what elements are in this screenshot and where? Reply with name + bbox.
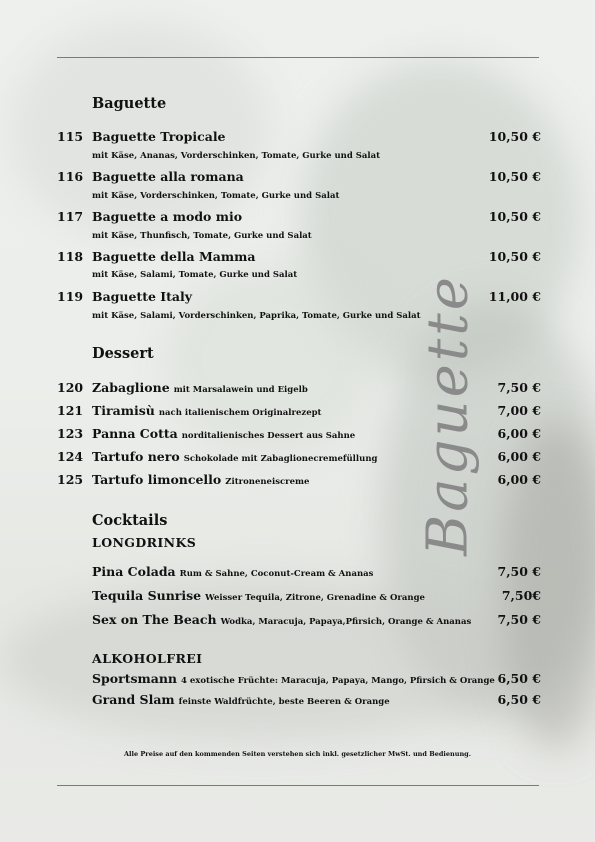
item-number: 125: [57, 472, 84, 487]
item-price: 10,50 €: [488, 249, 541, 264]
menu-item: [57, 289, 541, 307]
item-name: [92, 671, 495, 686]
item-name: [92, 380, 308, 395]
item-description: Weisser Tequila, Zitrone, Grenadine & Orange: [205, 593, 425, 603]
item-description: Schokolade mit Zabaglionecremefüllung: [183, 454, 378, 464]
item-number: 118: [57, 249, 84, 264]
menu-item: [57, 249, 541, 267]
item-price: 7,00 €: [497, 403, 541, 418]
item-name-text: Pina Colada: [92, 564, 176, 579]
menu-item: [57, 612, 541, 630]
item-description: mit Käse, Vorderschinken, Tomate, Gurke und Salat: [92, 191, 340, 201]
top-divider: [57, 57, 539, 58]
price-note: Alle Preise auf den kommenden Seiten verstehen sich inkl. gesetzlicher MwSt. und Bedienung.: [124, 750, 471, 758]
item-price: 10,50 €: [488, 129, 541, 144]
item-name: Baguette alla romana: [92, 169, 244, 184]
item-price: 6,50 €: [497, 692, 541, 707]
item-name: [92, 449, 377, 464]
item-price: 7,50 €: [497, 612, 541, 627]
item-name: Baguette Tropicale: [92, 129, 226, 144]
cocktails-heading: Cocktails: [92, 512, 168, 529]
item-description: Rum & Sahne, Coconut-Cream & Ananas: [179, 569, 374, 579]
item-number: 120: [57, 380, 84, 395]
alkoholfrei-subheading: ALKOHOLFREI: [92, 651, 203, 666]
item-price: 6,00 €: [497, 472, 541, 487]
item-description: mit Käse, Ananas, Vorderschinken, Tomate, Gurke und Salat: [92, 151, 381, 161]
item-name-text: Grand Slam: [92, 692, 175, 707]
item-price: 7,50 €: [497, 380, 541, 395]
item-name: [92, 692, 390, 707]
item-number: 123: [57, 426, 84, 441]
longdrinks-subheading: LONGDRINKS: [92, 535, 197, 550]
item-number: 115: [57, 129, 84, 144]
item-price: 6,50 €: [497, 671, 541, 686]
item-description: feinste Waldfrüchte, beste Beeren & Orange: [178, 697, 390, 707]
item-name-text: Zabaglione: [92, 380, 170, 395]
item-description: mit Marsalawein und Eigelb: [173, 385, 308, 395]
item-name-text: Sportsmann: [92, 671, 178, 686]
menu-item: [57, 692, 541, 710]
item-name: Baguette della Mamma: [92, 249, 256, 264]
item-name: [92, 403, 321, 418]
item-price: 7,50 €: [497, 564, 541, 579]
item-number: 121: [57, 403, 84, 418]
menu-item: [57, 472, 541, 490]
item-name: [92, 612, 471, 627]
item-price: 6,00 €: [497, 449, 541, 464]
baguette-heading: Baguette: [92, 95, 167, 112]
menu-item: [57, 169, 541, 187]
item-description: norditalienisches Dessert aus Sahne: [181, 431, 356, 441]
item-name-text: Sex on The Beach: [92, 612, 217, 627]
item-description: Wodka, Maracuja, Papaya,Pfirsich, Orange & Ananas: [220, 617, 472, 627]
menu-item: [57, 129, 541, 147]
item-name: Baguette Italy: [92, 289, 193, 304]
item-name-text: Tequila Sunrise: [92, 588, 202, 603]
item-number: 117: [57, 209, 84, 224]
item-name-text: Tartufo nero: [92, 449, 180, 464]
item-description: nach italienischem Originalrezept: [158, 408, 322, 418]
item-description: mit Käse, Salami, Vorderschinken, Paprika, Tomate, Gurke und Salat: [92, 311, 421, 321]
item-price: 11,00 €: [488, 289, 541, 304]
item-description: mit Käse, Salami, Tomate, Gurke und Salat: [92, 270, 298, 280]
menu-item: [57, 426, 541, 444]
item-number: 119: [57, 289, 84, 304]
item-name: [92, 564, 373, 579]
item-price: 6,00 €: [497, 426, 541, 441]
item-name: Baguette a modo mio: [92, 209, 243, 224]
menu-item: [57, 588, 541, 606]
menu-item: [57, 380, 541, 398]
item-price: 10,50 €: [488, 209, 541, 224]
vertical-section-title: Baguette: [415, 274, 481, 556]
menu-item: [57, 209, 541, 227]
dessert-heading: Dessert: [92, 345, 154, 362]
menu-item: [57, 671, 541, 689]
menu-item: [57, 403, 541, 421]
item-description: Zitroneneiscreme: [225, 477, 310, 487]
item-number: 124: [57, 449, 84, 464]
menu-item: [57, 449, 541, 467]
item-name: [92, 588, 425, 603]
item-name: [92, 426, 355, 441]
item-price: 7,50€: [501, 588, 541, 603]
item-name-text: Panna Cotta: [92, 426, 178, 441]
item-price: 10,50 €: [488, 169, 541, 184]
item-description: mit Käse, Thunfisch, Tomate, Gurke und Salat: [92, 231, 312, 241]
item-number: 116: [57, 169, 84, 184]
menu-item: [57, 564, 541, 582]
item-name-text: Tartufo limoncello: [92, 472, 222, 487]
item-name: [92, 472, 309, 487]
item-name-text: Tiramisù: [92, 403, 155, 418]
item-description: 4 exotische Früchte: Maracuja, Papaya, Mango, Pfirsich & Orange: [181, 676, 495, 686]
bottom-divider: [57, 785, 539, 786]
